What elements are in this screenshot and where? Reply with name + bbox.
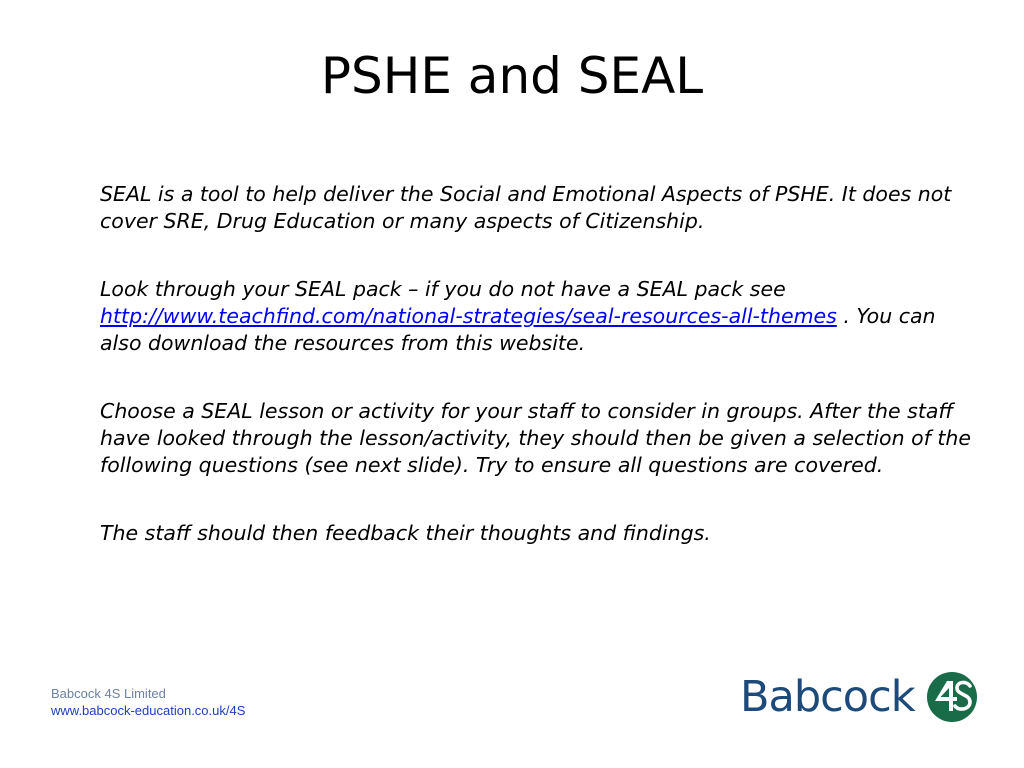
- footer-company: Babcock 4S Limited: [51, 686, 166, 701]
- slide-title: PSHE and SEAL: [320, 47, 704, 105]
- slide-body: [100, 181, 980, 588]
- paragraph-feedback: The staff should then feedback their thoughts and findings.: [100, 521, 711, 545]
- paragraph-seal-pack: [100, 276, 980, 357]
- footer-url-link[interactable]: www.babcock-education.co.uk/4S: [51, 703, 246, 718]
- paragraph-choose-lesson: Choose a SEAL lesson or activity for your staff to consider in groups. After the staff have looked through the lesson/activity, they should then be given a selection of the following questions (see next slide). Try to ensure all questions are covered.: [100, 399, 972, 477]
- logo-4s-icon: [926, 671, 978, 723]
- paragraph-seal-pack-intro: Look through your SEAL pack – if you do not have a SEAL pack see: [100, 277, 786, 301]
- babcock-logo: [740, 668, 980, 726]
- logo-wordmark: Babcock: [740, 672, 915, 722]
- paragraph-seal-pack-outro: . You can also download the resources from this website.: [100, 304, 936, 355]
- paragraph-seal-intro: SEAL is a tool to help deliver the Social and Emotional Aspects of PSHE. It does not cover SRE, Drug Education or many aspects of Citizenship.: [100, 182, 952, 233]
- teachfind-link[interactable]: http://www.teachfind.com/national-strategies/seal-resources-all-themes: [100, 304, 837, 328]
